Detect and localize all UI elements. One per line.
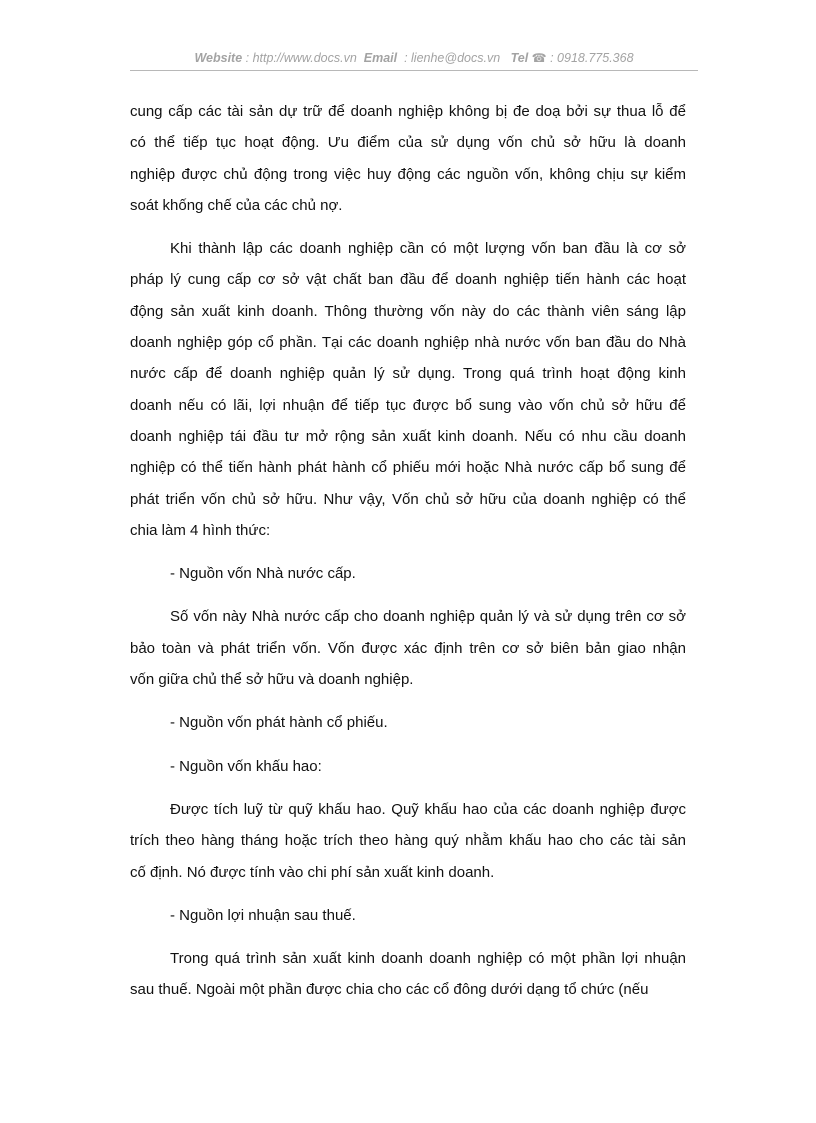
email-label: Email xyxy=(363,51,398,65)
text-line: nước cấp để doanh nghiệp quản lý sử dụng. Trong quá trình hoạt động kinh xyxy=(130,365,686,383)
text-line: doanh nếu có lãi, lợi nhuận để tiếp tục được bổ sung vào vốn chủ sở hữu để xyxy=(130,396,686,414)
paragraph xyxy=(130,558,686,589)
text-line: trích theo hàng tháng hoặc trích theo hàng quý nhằm khấu hao cho các tài sản xyxy=(130,832,686,850)
text-line: Số vốn này Nhà nước cấp cho doanh nghiệp quản lý và sử dụng trên cơ sở xyxy=(170,608,686,626)
document-body xyxy=(130,96,686,1018)
text-line: pháp lý cung cấp cơ sở vật chất ban đầu để doanh nghiệp tiến hành các hoạt xyxy=(130,271,686,289)
website-label: Website xyxy=(194,51,243,65)
text-line: động sản xuất kinh doanh. Thông thường vốn này do các thành viên sáng lập xyxy=(130,302,686,320)
tel-label: Tel xyxy=(510,51,529,65)
text-line: cung cấp các tài sản dự trữ để doanh nghiệp không bị đe doạ bởi sự thua lỗ để xyxy=(130,103,686,120)
paragraph xyxy=(130,96,686,221)
paragraph xyxy=(130,900,686,931)
text-line: sau thuế. Ngoài một phần được chia cho các cổ đông dưới dạng tổ chức (nếu xyxy=(130,981,649,999)
paragraph xyxy=(130,707,686,738)
text-line: Được tích luỹ từ quỹ khấu hao. Quỹ khấu hao của các doanh nghiệp được xyxy=(170,800,686,818)
text-line: bảo toàn và phát triển vốn. Vốn được xác định trên cơ sở biên bản giao nhận xyxy=(130,639,686,657)
website-value: : http://www.docs.vn xyxy=(245,51,357,65)
text-line: phát triển vốn chủ sở hữu. Như vậy, Vốn chủ sở hữu của doanh nghiệp có thể xyxy=(130,490,686,508)
phone-icon: ☎ xyxy=(531,51,547,65)
text-line: Trong quá trình sản xuất kinh doanh doanh nghiệp có một phần lợi nhuận xyxy=(170,950,686,968)
text-line: vốn giữa chủ thể sở hữu và doanh nghiệp. xyxy=(130,671,414,689)
text-line: chia làm 4 hình thức: xyxy=(130,521,271,539)
text-line: - Nguồn lợi nhuận sau thuế. xyxy=(170,906,356,924)
paragraph xyxy=(130,751,686,782)
text-line: soát khống chế của các chủ nợ. xyxy=(130,196,343,214)
text-line: có thể tiếp tục hoạt động. Ưu điểm của sử dụng vốn chủ sở hữu là doanh xyxy=(130,134,686,152)
paragraph xyxy=(130,943,686,1006)
text-line: - Nguồn vốn khấu hao: xyxy=(170,757,322,775)
paragraph xyxy=(130,601,686,695)
header-divider xyxy=(130,70,698,71)
paragraph xyxy=(130,233,686,546)
tel-value: : 0918.775.368 xyxy=(550,51,634,65)
page-header xyxy=(130,51,698,65)
text-line: - Nguồn vốn Nhà nước cấp. xyxy=(170,565,356,583)
email-value: : lienhe@docs.vn xyxy=(404,51,501,65)
text-line: doanh nghiệp tái đầu tư mở rộng sản xuất kinh doanh. Nếu có nhu cầu doanh xyxy=(130,427,686,445)
text-line: - Nguồn vốn phát hành cổ phiếu. xyxy=(170,714,388,732)
text-line: nghiệp được chủ động trong việc huy động các nguồn vốn, không chịu sự kiểm xyxy=(130,165,686,183)
text-line: nghiệp có thể tiến hành phát hành cổ phiếu mới hoặc Nhà nước cấp bổ sung để xyxy=(130,459,686,477)
text-line: cố định. Nó được tính vào chi phí sản xuất kinh doanh. xyxy=(130,863,495,881)
text-line: doanh nghiệp góp cổ phần. Tại các doanh nghiệp nhà nước vốn ban đầu do Nhà xyxy=(130,334,686,352)
text-line: Khi thành lập các doanh nghiệp cần có một lượng vốn ban đầu là cơ sở xyxy=(170,240,686,258)
paragraph xyxy=(130,794,686,888)
